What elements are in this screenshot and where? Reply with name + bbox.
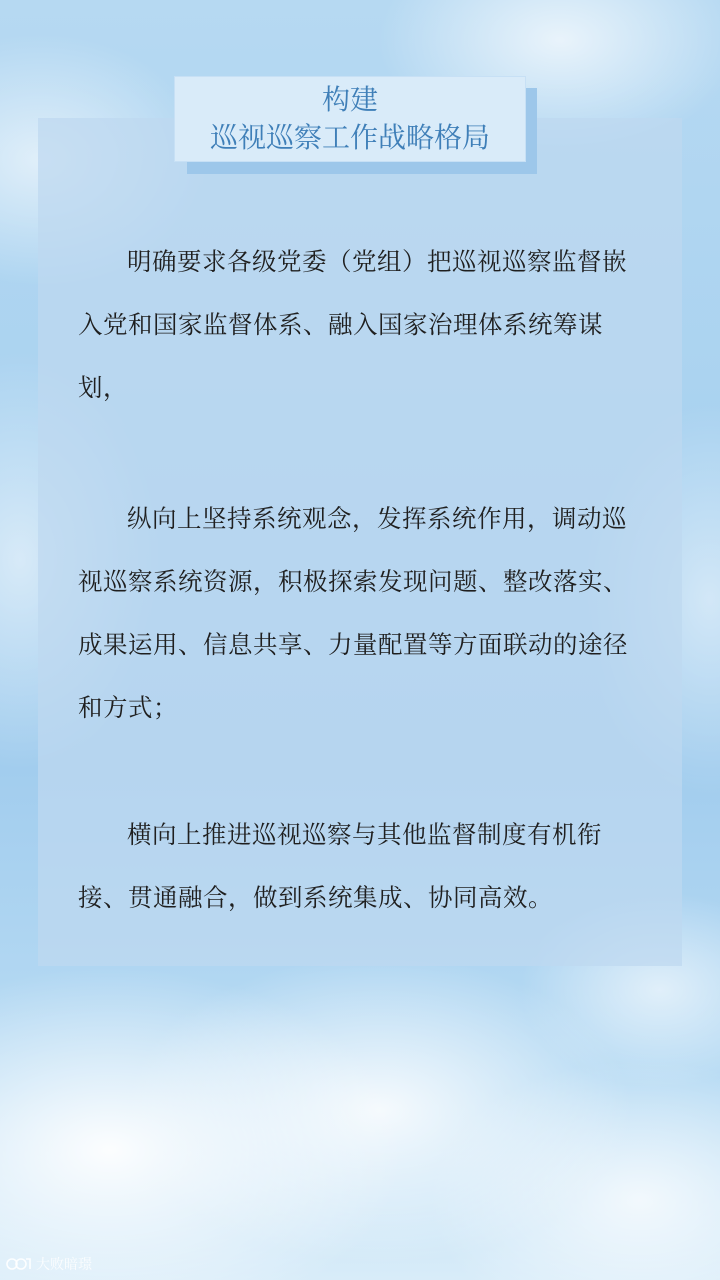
paragraph-3: 横向上推进巡视巡察与其他监督制度有机衔接、贯通融合，做到系统集成、协同高效。 — [78, 820, 602, 912]
watermark-text: 大败暗璟 — [36, 1257, 92, 1273]
paragraph-2: 纵向上坚持系统观念，发挥系统作用，调动巡视巡察系统资源，积极探索发现问题、整改落实、成果运用、信息共享、力量配置等方面联动的途径和方式； — [78, 504, 628, 722]
watermark-logo-icon — [6, 1256, 32, 1272]
title-line-1: 构建 — [321, 83, 378, 116]
title-line-2: 巡视巡察工作战略格局 — [209, 121, 490, 154]
paragraph-1: 明确要求各级党委（党组）把巡视巡察监督嵌入党和国家监督体系、融入国家治理体系统筹谋划， — [78, 247, 627, 402]
title-box — [174, 76, 526, 162]
watermark — [6, 1254, 92, 1274]
